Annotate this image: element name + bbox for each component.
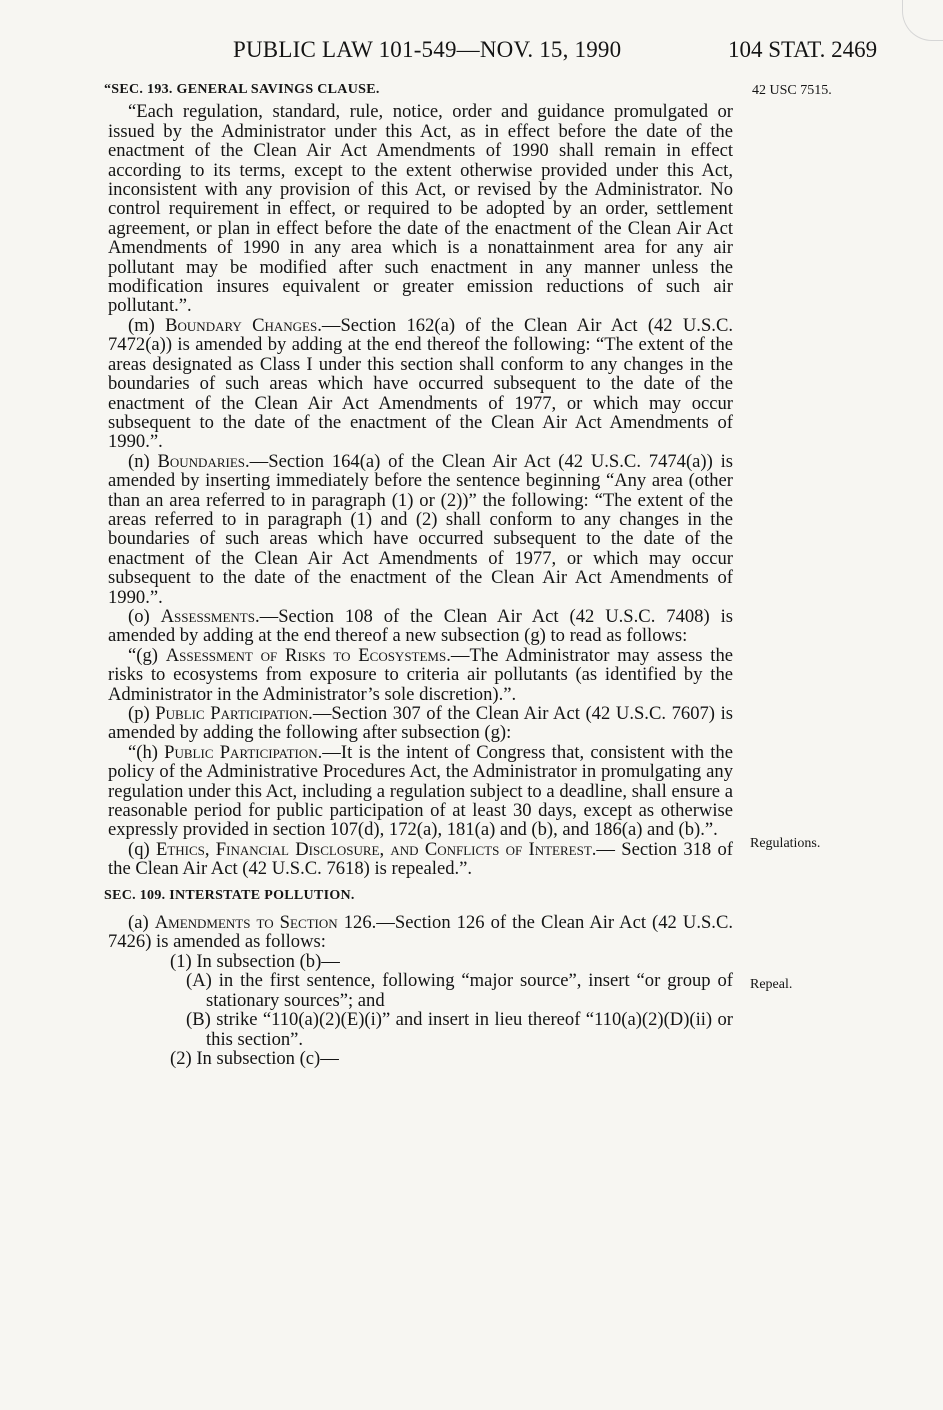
paragraph-o — [108, 607, 733, 646]
section-193-body: “Each regulation, standard, rule, notice, order and guidance promulgated or issued by the Administrator under this Act, as in effect before the date of the enactment of the Clean Air Act Amendments of 1990 shall remain in effect according to its terms, except to the extent otherwise provided under this Act, inconsistent with any provision of this Act, or revised by the Administrator. No control requirement in effect, or required to be adopted by an order, settlement agreement, or plan in effect before the date of the enactment of the Clean Air Act Amendments of 1990 in any area which is a nonattainment area for any air pollutant may be modified after such enactment in any manner unless the modification insures equivalent or greater emission reductions of such air pollutant.”. — [108, 101, 733, 317]
paragraph-n-label: (n) — [128, 450, 158, 472]
paragraph-n — [108, 452, 733, 607]
paragraph-m-heading: Boundary Changes. — [165, 314, 322, 336]
section-193-heading: “SEC. 193. GENERAL SAVINGS CLAUSE. — [104, 82, 380, 97]
paragraph-q — [108, 840, 733, 879]
item-1-A: (A) in the first sentence, following “major source”, insert “or group of stationary sources”; and — [186, 970, 733, 1011]
margin-note-repeal: Repeal. — [750, 977, 793, 992]
subsection-g — [108, 646, 733, 704]
subsection-g-text: —The Administrator may assess the risks to ecosystems from exposure to criteria air pollutants (as identified by the Administrator in the Administrator’s sole discretion).”. — [108, 644, 733, 705]
running-head-stat-page: 104 STAT. 2469 — [728, 37, 878, 62]
subsection-g-label: “(g) — [128, 644, 166, 666]
paragraph-o-text: —Section 108 of the Clean Air Act (42 U.S.C. 7408) is amended by adding at the end thereof a new subsection (g) to read as follows: — [108, 605, 733, 647]
section-109-heading: SEC. 109. INTERSTATE POLLUTION. — [104, 887, 355, 903]
subsection-109-a — [108, 913, 733, 952]
paragraph-p — [108, 704, 733, 743]
paragraph-q-text: — Section 318 of the Clean Air Act (42 U.S.C. 7618) is repealed.”. — [108, 838, 733, 880]
paragraph-p-label: (p) — [128, 703, 156, 724]
margin-note-usc-cite: 42 USC 7515. — [752, 83, 832, 98]
page-corner-mark — [902, 0, 943, 41]
subsection-109-a-heading: Amendments to Section 126. — [154, 912, 377, 934]
subsection-h — [108, 743, 733, 840]
item-2: (2) In subsection (c)— — [170, 1047, 339, 1069]
running-head-law-title: PUBLIC LAW 101-549—NOV. 15, 1990 — [233, 37, 622, 62]
margin-note-regulations: Regulations. — [750, 836, 821, 851]
statute-text — [104, 80, 734, 1069]
paragraph-p-heading: Public Participation. — [155, 703, 313, 724]
paragraph-n-heading: Boundaries. — [157, 450, 250, 472]
paragraph-q-heading: Ethics, Financial Disclosure, and Conflicts of Interest. — [155, 838, 597, 860]
item-1-B: (B) strike “110(a)(2)(E)(i)” and insert in lieu thereof “110(a)(2)(D)(ii) or this section”. — [186, 1009, 733, 1050]
subsection-h-heading: Public Participation. — [164, 741, 323, 763]
subsection-g-heading: Assessment of Risks to Ecosystems. — [165, 644, 451, 666]
subsection-h-label: “(h) — [128, 741, 165, 763]
paragraph-o-label: (o) — [128, 605, 161, 627]
paragraph-m-label: (m) — [128, 314, 166, 336]
subsection-109-a-label: (a) — [128, 912, 155, 934]
paragraph-p-text: —Section 307 of the Clean Air Act (42 U.S.C. 7607) is amended by adding the following after subsection (g): — [108, 703, 734, 744]
paragraph-m — [108, 316, 733, 452]
paragraph-m-text: —Section 162(a) of the Clean Air Act (42 U.S.C. 7472(a)) is amended by adding at the end thereof the following: “The extent of the areas designated as Class I under this section shall conform to any changes in the boundaries of such areas which have occurred subsequent to the date of the enactment of the Clean Air Act Amendments of 1977, or which may occur subsequent to the date of the enactment of the Clean Air Act Amendments of 1990.”. — [108, 314, 733, 453]
item-1: (1) In subsection (b)— — [170, 950, 340, 972]
subsection-h-text: —It is the intent of Congress that, consistent with the policy of the Administrative Procedures Act, the Administrator in promulgating any regulation under this Act, including a regulation subject to a deadline, shall ensure a reasonable period for public participation of at least 30 days, except as otherwise expressly provided in section 107(d), 172(a), 181(a) and (b), and 186(a) and (b).”. — [108, 741, 733, 841]
paragraph-o-heading: Assessments. — [160, 605, 260, 627]
paragraph-n-text: —Section 164(a) of the Clean Air Act (42 U.S.C. 7474(a)) is amended by inserting immediately before the sentence beginning “Any area (other than an area referred to in paragraph (1) or (2))” the following: “The extent of the areas referred to in paragraph (1) and (2) shall conform to any changes in the boundaries of such areas which have occurred subsequent to the date of the enactment of the Clean Air Act Amendments of 1977, or which may occur subsequent to the date of the enactment of the Clean Air Act Amendments of 1990.”. — [108, 450, 733, 608]
subsection-109-a-text: —Section 126 of the Clean Air Act (42 U.S.C. 7426) is amended as follows: — [108, 912, 734, 953]
paragraph-q-label: (q) — [128, 838, 156, 860]
